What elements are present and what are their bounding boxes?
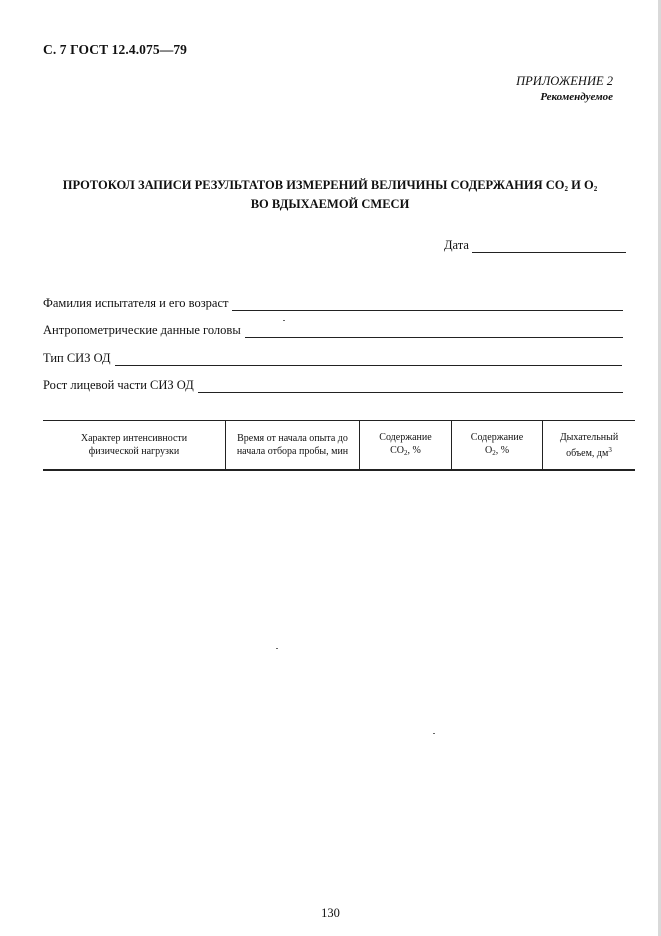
column-header-tidal-volume: Дыхательный объем, $дм^3$ — [559, 431, 619, 459]
field-label: Тип СИЗ ОД — [43, 351, 111, 365]
field-label: Антропометрические данные головы — [43, 323, 241, 337]
field-label: Фамилия испытателя и его возраст — [43, 296, 229, 310]
field-label: Рост лицевой части СИЗ ОД — [43, 378, 194, 392]
scan-speck — [276, 648, 278, 649]
column-header-load: Характер интенсивности физической нагрузки — [43, 421, 226, 469]
column-header-o2: Содержание $О_2$, % — [452, 421, 543, 469]
date-field — [444, 238, 626, 253]
head-anthropometry-field — [43, 323, 623, 338]
title-line-2: ВО ВДЫХАЕМОЙ СМЕСИ — [250, 197, 410, 211]
date-label: Дата — [444, 238, 469, 252]
appendix-title: ПРИЛОЖЕНИЕ 2 — [516, 74, 613, 88]
field-blank-line[interactable] — [245, 325, 623, 338]
protocol-title — [40, 178, 620, 212]
rpe-type-field — [43, 351, 622, 366]
tester-name-age-field — [43, 296, 623, 311]
date-blank-line[interactable] — [472, 240, 626, 253]
scan-speck — [283, 320, 285, 321]
column-header-time: Время от начала опыта до начала отбора пробы, мин — [226, 421, 360, 469]
field-blank-line[interactable] — [115, 353, 622, 366]
standard-reference: С. 7 ГОСТ 12.4.075—79 — [43, 42, 188, 57]
field-blank-line[interactable] — [232, 298, 623, 311]
appendix-label — [516, 74, 613, 103]
title-line-1: ПРОТОКОЛ ЗАПИСИ РЕЗУЛЬТАТОВ ИЗМЕРЕНИЙ ВЕЛИЧИНЫ СОДЕРЖАНИЯ $СО_2$ И $О_2$ — [62, 178, 598, 193]
field-blank-line[interactable] — [198, 380, 623, 393]
measurement-table-header — [43, 420, 635, 471]
appendix-status: Рекомендуемое — [540, 91, 613, 103]
column-header-co2: Содержание $СО_2$, % — [360, 421, 452, 469]
page-number: 130 — [321, 906, 340, 920]
facepiece-size-field — [43, 378, 623, 393]
scan-speck — [433, 733, 435, 734]
